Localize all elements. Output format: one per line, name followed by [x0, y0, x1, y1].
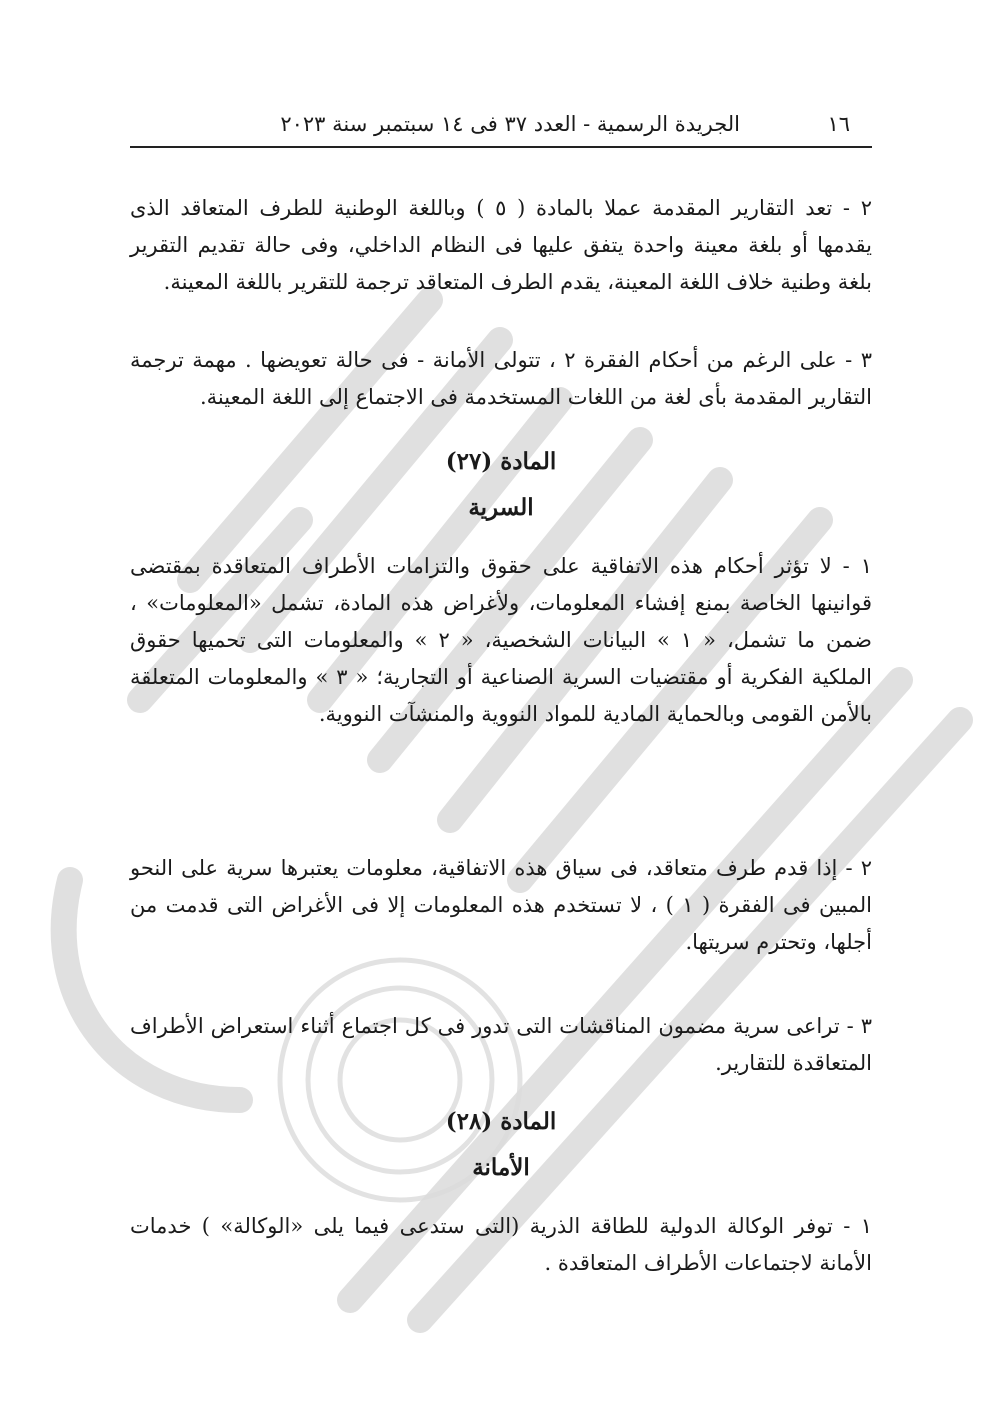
article-28-subtitle: الأمانة	[472, 1154, 530, 1181]
page-header	[130, 112, 872, 148]
article-27-title: المادة (٢٧)	[445, 448, 557, 475]
article-28-title: المادة (٢٨)	[445, 1108, 557, 1135]
header-title: الجريدة الرسمية - العدد ٣٧ فى ١٤ سبتمبر سنة ٢٠٢٣	[280, 112, 740, 136]
article-28-paragraph-1: ١ - توفر الوكالة الدولية للطاقة الذرية (التى ستدعى فيما يلى «الوكالة» ) خدمات الأمانة لاجتماعات الأطراف المتعاقدة .	[130, 1214, 872, 1275]
article-27-paragraph-1: ١ - لا تؤثر أحكام هذه الاتفاقية على حقوق والتزامات الأطراف المتعاقدة بمقتضى قوانينها الخاصة بمنع إفشاء المعلومات، ولأغراض هذه المادة، تشمل «المعلومات» ، ضمن ما تشمل، « ١ » البيانات الشخصية، « ٢ » والمعلومات التى تحميها حقوق الملكية الفكرية أو مقتضيات السرية الصناعية أو التجارية؛ « ٣ » والمعلومات المتعلقة بالأمن القومى وبالحماية المادية للمواد النووية والمنشآت النووية.	[130, 554, 872, 726]
article-27-subtitle: السرية	[468, 494, 534, 521]
article-27-paragraph-3: ٣ - تراعى سرية مضمون المناقشات التى تدور فى كل اجتماع أثناء استعراض الأطراف المتعاقدة للتقارير.	[130, 1014, 872, 1075]
article-27-paragraph-2: ٢ - إذا قدم طرف متعاقد، فى سياق هذه الاتفاقية، معلومات يعتبرها سرية على النحو المبين فى الفقرة ( ١ ) ، لا تستخدم هذه المعلومات إلا فى الأغراض التى قدمت من أجلها، وتحترم سريتها.	[130, 856, 873, 954]
paragraph-top-1: ٢ - تعد التقارير المقدمة عملا بالمادة ( ٥ ) وباللغة الوطنية للطرف المتعاقد الذى يقدمها أو بلغة معينة واحدة يتفق عليها فى النظام الداخلي، وفى حالة تقديم التقرير بلغة وطنية خلاف اللغة المعينة، يقدم الطرف المتعاقد ترجمة للتقرير باللغة المعينة.	[130, 196, 872, 294]
page-number: ١٦	[827, 112, 850, 136]
paragraph-top-2: ٣ - على الرغم من أحكام الفقرة ٢ ، تتولى الأمانة - فى حالة تعويضها . مهمة ترجمة التقارير المقدمة بأى لغة من اللغات المستخدمة فى الاجتماع إلى اللغة المعينة.	[130, 348, 873, 409]
